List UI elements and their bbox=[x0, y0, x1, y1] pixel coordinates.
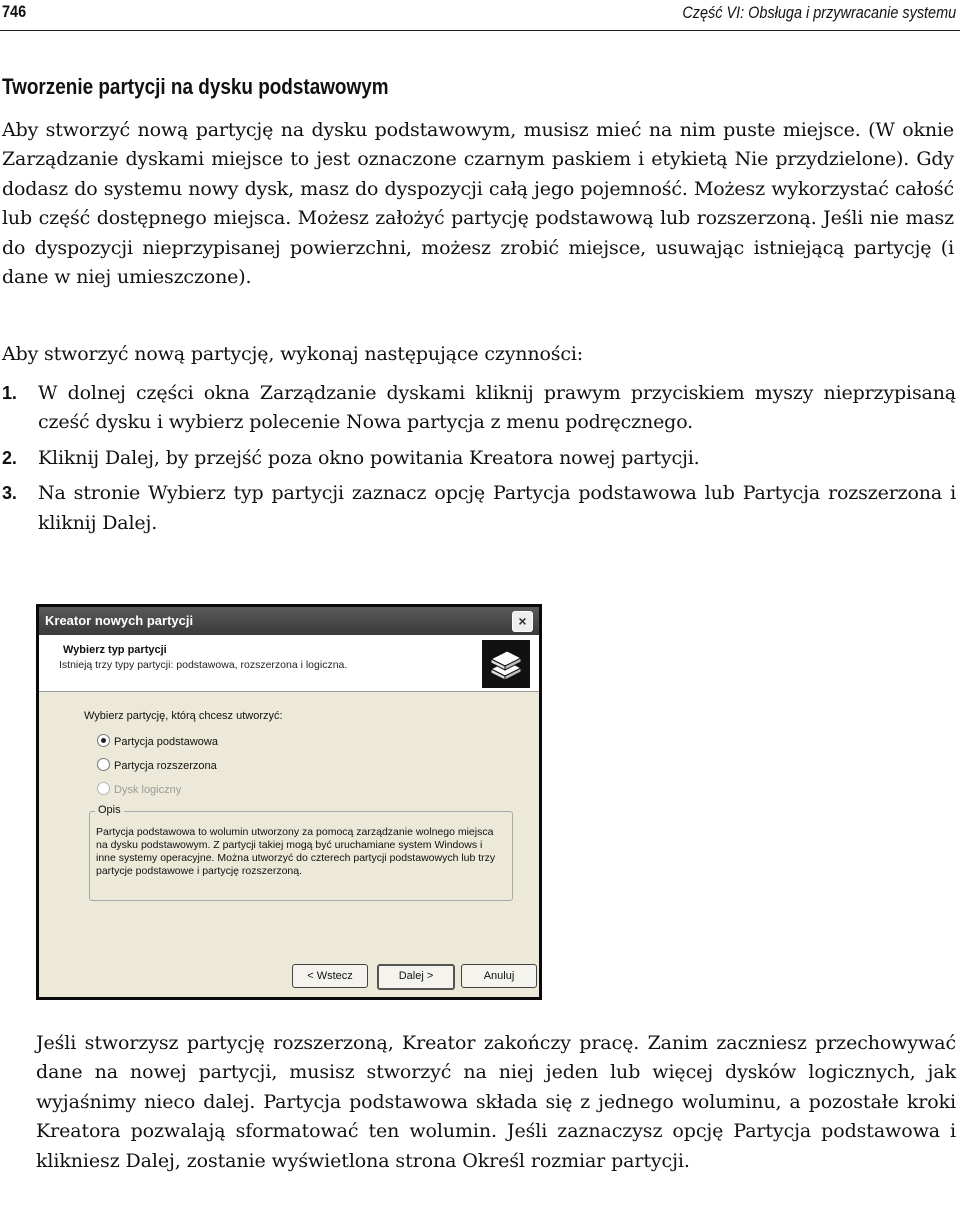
steps-list bbox=[2, 379, 956, 544]
radio-primary-partition[interactable] bbox=[97, 734, 218, 748]
intro-paragraph: Aby stworzyć nową partycję na dysku podstawowym, musisz mieć na nim puste miejsce. (W oknie Zarządzanie dyskami miejsce to jest oznaczone czarnym paskiem i etykietą Nie przydzielone). Gdy dodasz do systemu nowy dysk, masz do dyspozycji całą jego pojemność. Możesz wykorzystać całość lub część dostępnego miejsca. Możesz założyć partycję podstawową lub rozszerzoną. Jeśli nie masz do dyspozycji nieprzypisanej powierzchni, możesz zrobić miejsce, usuwając istniejącą partycję (i dane w niej umieszczone). bbox=[2, 119, 954, 289]
wizard-dialog bbox=[39, 607, 539, 997]
step-number: 1. bbox=[2, 383, 17, 403]
radio-button-checked[interactable] bbox=[97, 734, 110, 747]
step-number: 3. bbox=[2, 483, 17, 504]
wizard-step-title: Wybierz typ partycji bbox=[63, 644, 167, 656]
step-item bbox=[2, 479, 956, 538]
radio-label: Dysk logiczny bbox=[114, 784, 182, 796]
header-rule bbox=[0, 30, 960, 31]
screenshot-figure bbox=[36, 604, 542, 1000]
next-button[interactable]: Dalej > bbox=[377, 964, 455, 990]
radio-label: Partycja podstawowa bbox=[114, 736, 218, 748]
closing-paragraph: Jeśli stworzysz partycję rozszerzoną, Kreator zakończy pracę. Zanim zaczniesz przechowywać dane na nowej partycji, musisz stworzyć na niej jeden lub więcej dysków logicznych, jak wyjaśnimy nieco dalej. Partycja podstawowa składa się z jednego woluminu, a pozostałe kroki Kreatora pozwalają sformatować ten wolumin. Jeśli zaznaczysz opcję Partycja podstawowa i klikniesz Dalej, zostanie wyświetlona strona Określ rozmiar partycji. bbox=[36, 1032, 956, 1172]
page-number: 746 bbox=[2, 2, 27, 21]
window-title: Kreator nowych partycji bbox=[45, 613, 194, 628]
step-item bbox=[2, 379, 956, 438]
step-text: Na stronie Wybierz typ partycji zaznacz opcję Partycja podstawowa lub Partycja rozszerzona i kliknij Dalej. bbox=[38, 482, 956, 534]
groupbox-legend: Opis bbox=[95, 804, 124, 816]
window-titlebar[interactable] bbox=[39, 607, 539, 635]
step-text: Kliknij Dalej, by przejść poza okno powitania Kreatora nowej partycji. bbox=[38, 446, 700, 469]
step-number: 2. bbox=[2, 447, 17, 468]
step-item bbox=[2, 444, 956, 473]
step-text: W dolnej części okna Zarządzanie dyskami kliknij prawym przyciskiem myszy nieprzypisaną cześć dysku i wybierz polecenie Nowa partycja z menu podręcznego. bbox=[38, 382, 956, 434]
radio-button-disabled bbox=[97, 782, 110, 795]
steps-intro: Aby stworzyć nową partycję, wykonaj następujące czynności: bbox=[2, 343, 584, 365]
back-button[interactable]: < Wstecz bbox=[292, 964, 368, 988]
radio-extended-partition[interactable] bbox=[97, 758, 217, 772]
radio-logical-drive bbox=[97, 782, 181, 796]
partition-description: Partycja podstawowa to wolumin utworzony za pomocą zarządzanie wolnego miejsca na dysku podstawowym. Z partycji takiej mogą być uruchamiane system Windows i inne systemy operacyjne. Można utworzyć do czterech partycji podstawowych lub trzy partycje podstawowe i partycję rozszerzoną. bbox=[96, 826, 496, 877]
radio-label: Partycja rozszerzona bbox=[114, 760, 217, 772]
partition-type-prompt: Wybierz partycję, którą chcesz utworzyć: bbox=[84, 710, 283, 722]
close-button[interactable]: × bbox=[512, 611, 533, 632]
cancel-button[interactable]: Anuluj bbox=[461, 964, 537, 988]
section-title: Tworzenie partycji na dysku podstawowym bbox=[2, 74, 389, 99]
wizard-header bbox=[39, 635, 539, 692]
radio-button[interactable] bbox=[97, 758, 110, 771]
wizard-step-subtitle: Istnieją trzy typy partycji: podstawowa, rozszerzona i logiczna. bbox=[59, 659, 348, 671]
running-head: Część VI: Obsługa i przywracanie systemu bbox=[682, 3, 956, 22]
disk-stack-icon bbox=[481, 639, 531, 689]
description-groupbox bbox=[89, 804, 513, 901]
